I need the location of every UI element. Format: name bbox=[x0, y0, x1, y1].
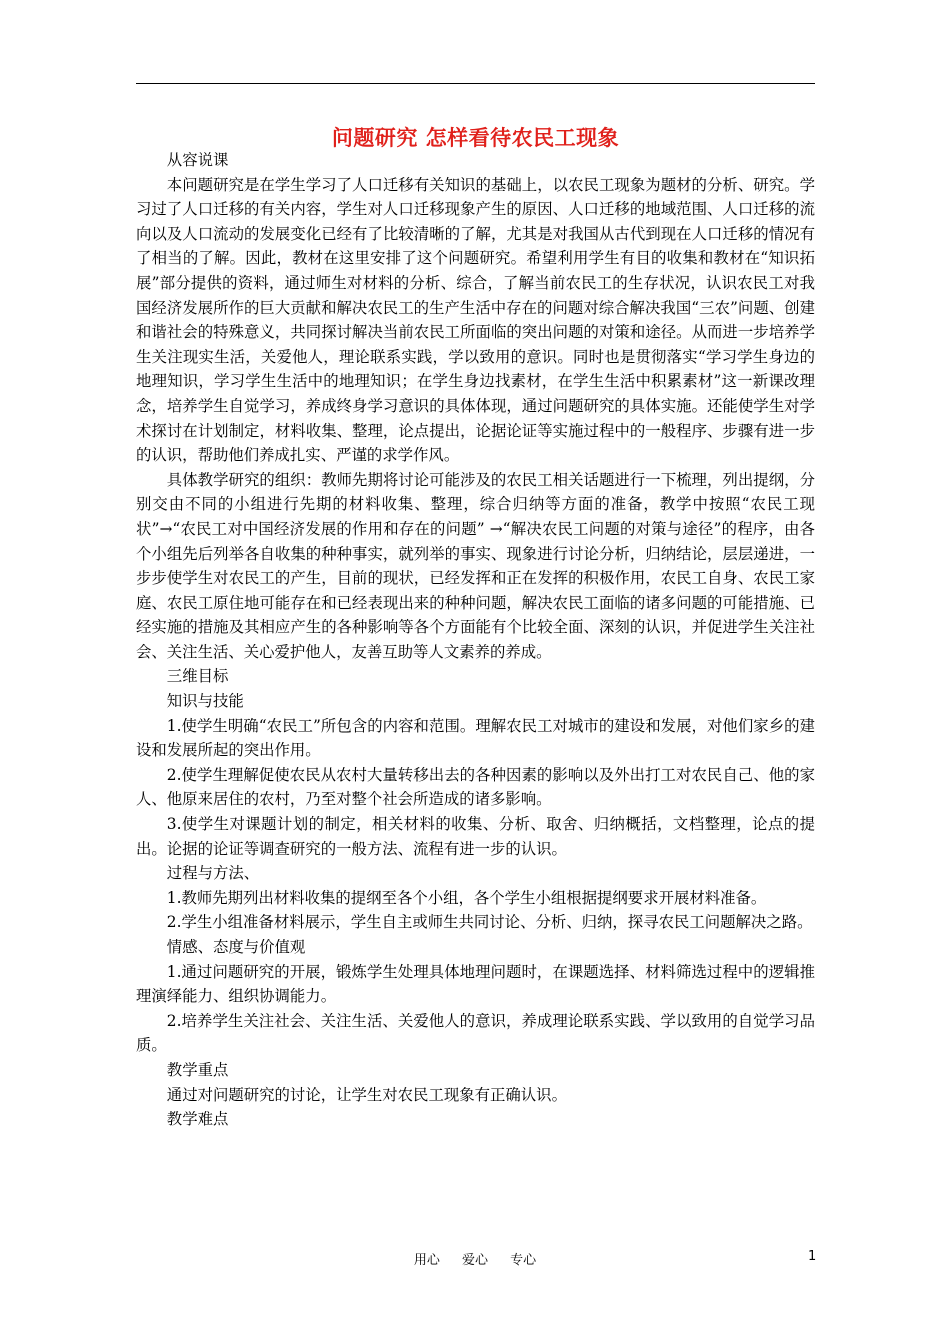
header-rule bbox=[136, 83, 815, 84]
list-item: 1.教师先期列出材料收集的提纲至各个小组，各个学生小组根据提纲要求开展材料准备。 bbox=[166, 888, 767, 907]
heading-key-points: 教学重点 bbox=[166, 1060, 229, 1079]
list-item: 2.学生小组准备材料展示，学生自主或师生共同讨论、分析、归纳，探寻农民工问题解决之路。 bbox=[166, 913, 813, 932]
list-item: 2.培养学生关注社会、关注生活、关爱他人的意识，养成理论联系实践、学以致用的自觉学习品质。 bbox=[136, 1011, 815, 1055]
heading-attitude-values: 情感、态度与价值观 bbox=[166, 938, 306, 956]
document-body bbox=[136, 148, 815, 1132]
heading-difficulties: 教学难点 bbox=[166, 1110, 229, 1129]
list-item: 3.使学生对课题计划的制定，相关材料的收集、分析、取舍、归纳概括，文档整理，论点的提出。论据的论证等调查研究的一般方法、流程有进一步的认识。 bbox=[136, 815, 815, 858]
heading-knowledge-skills: 知识与技能 bbox=[166, 692, 244, 711]
document-title: 问题研究 怎样看待农民工现象 bbox=[331, 126, 620, 150]
footer-motto: 用心 爱心 专心 bbox=[413, 1253, 537, 1268]
heading-lesson-overview: 从容说课 bbox=[166, 151, 229, 169]
paragraph-organization: 具体教学研究的组织：教师先期将讨论可能涉及的农民工相关话题进行一下梳理，列出提纲，分别交由不同的小组进行先期的材料收集、整理，综合归纳等方面的准备，教学中按照“农民工现状”→“农民工对中国经济发展的作用和存在的问题” →“解决农民工问题的对策与途径”的程序，由各个小组先后列举各自收集的种种事实，就列举的事实、现象进行讨论分析，归纳结论，层层递进，一步步使学生对农民工的产生，目前的现状，已经发挥和正在发挥的积极作用，农民工自身、农民工家庭、农民工原住地可能存在和已经表现出来的种种问题，解决农民工面临的诸多问题的可能措施、已经实施的措施及其相应产生的各种影响等各个方面能有个比较全面、深刻的认识，并促进学生关注社会、关注生活、关心爱护他人，友善互助等人文素养的养成。 bbox=[136, 470, 815, 661]
page-number: 1 bbox=[808, 1249, 817, 1264]
paragraph-intro: 本问题研究是在学生学习了人口迁移有关知识的基础上，以农民工现象为题材的分析、研究。学习过了人口迁移的有关内容，学生对人口迁移现象产生的原因、人口迁移的地域范围、人口迁移的流向以及人口流动的发展变化已经有了比较清晰的了解，尤其是对我国从古代到现在人口迁移的情况有了相当的了解。因此，教材在这里安排了这个问题研究。希望利用学生有目的收集和教材在“知识拓展”部分提供的资料，通过师生对材料的分析、综合，了解当前农民工的生存状况，认识农民工对我国经济发展所作的巨大贡献和解决农民工的生产生活中存在的问题对综合解决我国“三农”问题、创建和谐社会的特殊意义，共同探讨解决当前农民工所面临的突出问题的对策和途径。从而进一步培养学生关注现实生活，关爱他人，理论联系实践，学以致用的意识。同时也是贯彻落实“学习学生身边的地理知识，学习学生生活中的地理知识；在学生身边找素材，在学生生活中积累素材”这一新课改理念，培养学生自觉学习，养成终身学习意识的具体体现，通过问题研究的具体实施。还能使学生对学术探讨在计划制定，材料收集、整理，论点提出，论据论证等实施过程中的一般程序、步骤有进一步的认识，帮助他们养成扎实、严谨的求学作风。 bbox=[136, 175, 815, 465]
list-item: 1.通过问题研究的开展，锻炼学生处理具体地理问题时，在课题选择、材料筛选过程中的逻辑推理演绎能力、组织协调能力。 bbox=[136, 962, 815, 1006]
list-item: 1.使学生明确“农民工”所包含的内容和范围。理解农民工对城市的建设和发展，对他们家乡的建设和发展所起的突出作用。 bbox=[136, 716, 815, 760]
paragraph-key-points: 通过对问题研究的讨论，让学生对农民工现象有正确认识。 bbox=[166, 1085, 567, 1104]
heading-process-method: 过程与方法、 bbox=[166, 864, 260, 883]
list-item: 2.使学生理解促使农民从农村大量转移出去的各种因素的影响以及外出打工对农民自己、他的家人、他原来居住的农村，乃至对整个社会所造成的诸多影响。 bbox=[136, 765, 815, 809]
heading-three-goals: 三维目标 bbox=[166, 667, 229, 686]
